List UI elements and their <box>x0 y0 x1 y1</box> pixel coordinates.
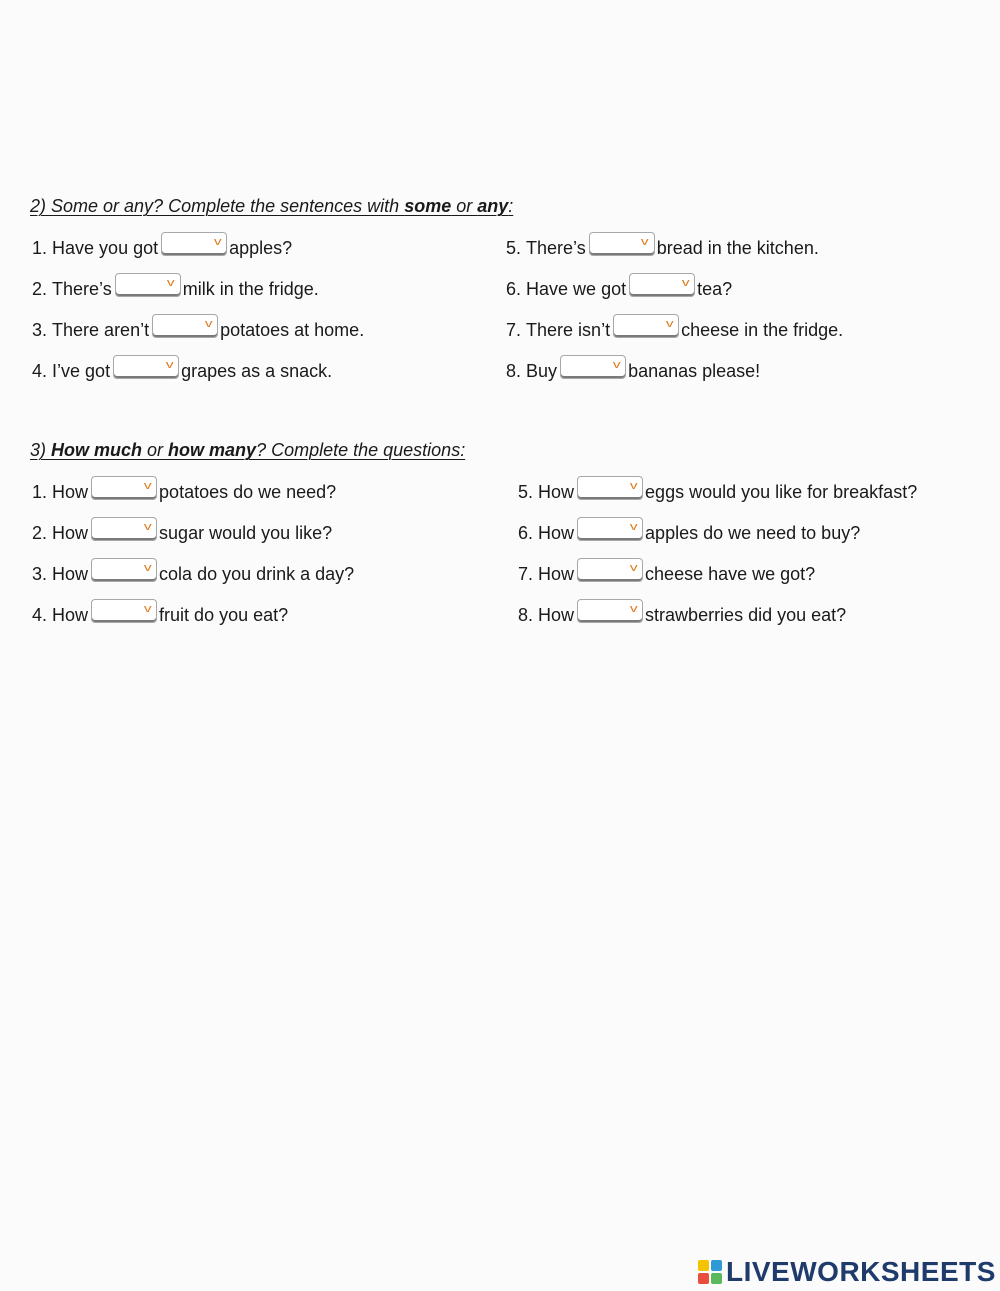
question-item: 1. Have you got v apples? <box>32 234 292 262</box>
chevron-down-icon: v <box>629 562 638 574</box>
answer-dropdown[interactable] <box>91 558 157 582</box>
question-item: 2. How v sugar would you like? <box>32 519 332 547</box>
answer-dropdown[interactable] <box>577 558 643 582</box>
question-item: 3. How v cola do you drink a day? <box>32 560 354 588</box>
answer-dropdown[interactable] <box>91 476 157 500</box>
answer-dropdown[interactable] <box>589 232 655 256</box>
chevron-down-icon: v <box>665 318 674 330</box>
question-item: 3. There aren’t v potatoes at home. <box>32 316 364 344</box>
answer-dropdown[interactable] <box>91 517 157 541</box>
answer-dropdown[interactable] <box>152 314 218 338</box>
answer-dropdown[interactable] <box>113 355 179 379</box>
answer-dropdown[interactable] <box>629 273 695 297</box>
question-item: 7. There isn’t v cheese in the fridge. <box>506 316 843 344</box>
section-heading-some-any: 2) Some or any? Complete the sentences with some or any: <box>30 196 514 216</box>
question-item: 6. Have we got v tea? <box>506 275 732 303</box>
chevron-down-icon: v <box>629 521 638 533</box>
question-item: 6. How v apples do we need to buy? <box>518 519 860 547</box>
chevron-down-icon: v <box>143 521 152 533</box>
chevron-down-icon: v <box>612 359 621 371</box>
answer-dropdown[interactable] <box>577 599 643 623</box>
answer-dropdown[interactable] <box>577 476 643 500</box>
chevron-down-icon: v <box>204 318 213 330</box>
question-item: 2. There’s v milk in the fridge. <box>32 275 319 303</box>
question-item: 4. I’ve got v grapes as a snack. <box>32 357 332 385</box>
chevron-down-icon: v <box>641 236 649 248</box>
question-item: 4. How v fruit do you eat? <box>32 601 288 629</box>
answer-dropdown[interactable] <box>115 273 181 297</box>
question-item: 5. How v eggs would you like for breakfast? <box>518 478 917 506</box>
chevron-down-icon: v <box>143 562 152 574</box>
liveworksheets-logo[interactable] <box>698 1256 996 1288</box>
question-item: 5. There’s v bread in the kitchen. <box>506 234 819 262</box>
question-item: 1. How v potatoes do we need? <box>32 478 336 506</box>
question-item: 8. How v strawberries did you eat? <box>518 601 846 629</box>
chevron-down-icon: v <box>165 359 174 371</box>
answer-dropdown[interactable] <box>91 599 157 623</box>
logo-icon <box>698 1260 722 1284</box>
logo-text: LIVEWORKSHEETS <box>726 1256 996 1287</box>
chevron-down-icon: v <box>629 603 638 615</box>
answer-dropdown[interactable] <box>161 232 227 256</box>
answer-dropdown[interactable] <box>560 355 626 379</box>
question-item: 7. How v cheese have we got? <box>518 560 815 588</box>
answer-dropdown[interactable] <box>577 517 643 541</box>
chevron-down-icon: v <box>167 277 175 289</box>
answer-dropdown[interactable] <box>613 314 679 338</box>
chevron-down-icon: v <box>213 236 222 248</box>
question-item: 8. Buy v bananas please! <box>506 357 760 385</box>
chevron-down-icon: v <box>629 480 638 492</box>
chevron-down-icon: v <box>143 480 152 492</box>
section-heading-how-much-many: 3) How much or how many? Complete the questions: <box>30 440 466 460</box>
chevron-down-icon: v <box>681 277 690 289</box>
chevron-down-icon: v <box>143 603 152 615</box>
